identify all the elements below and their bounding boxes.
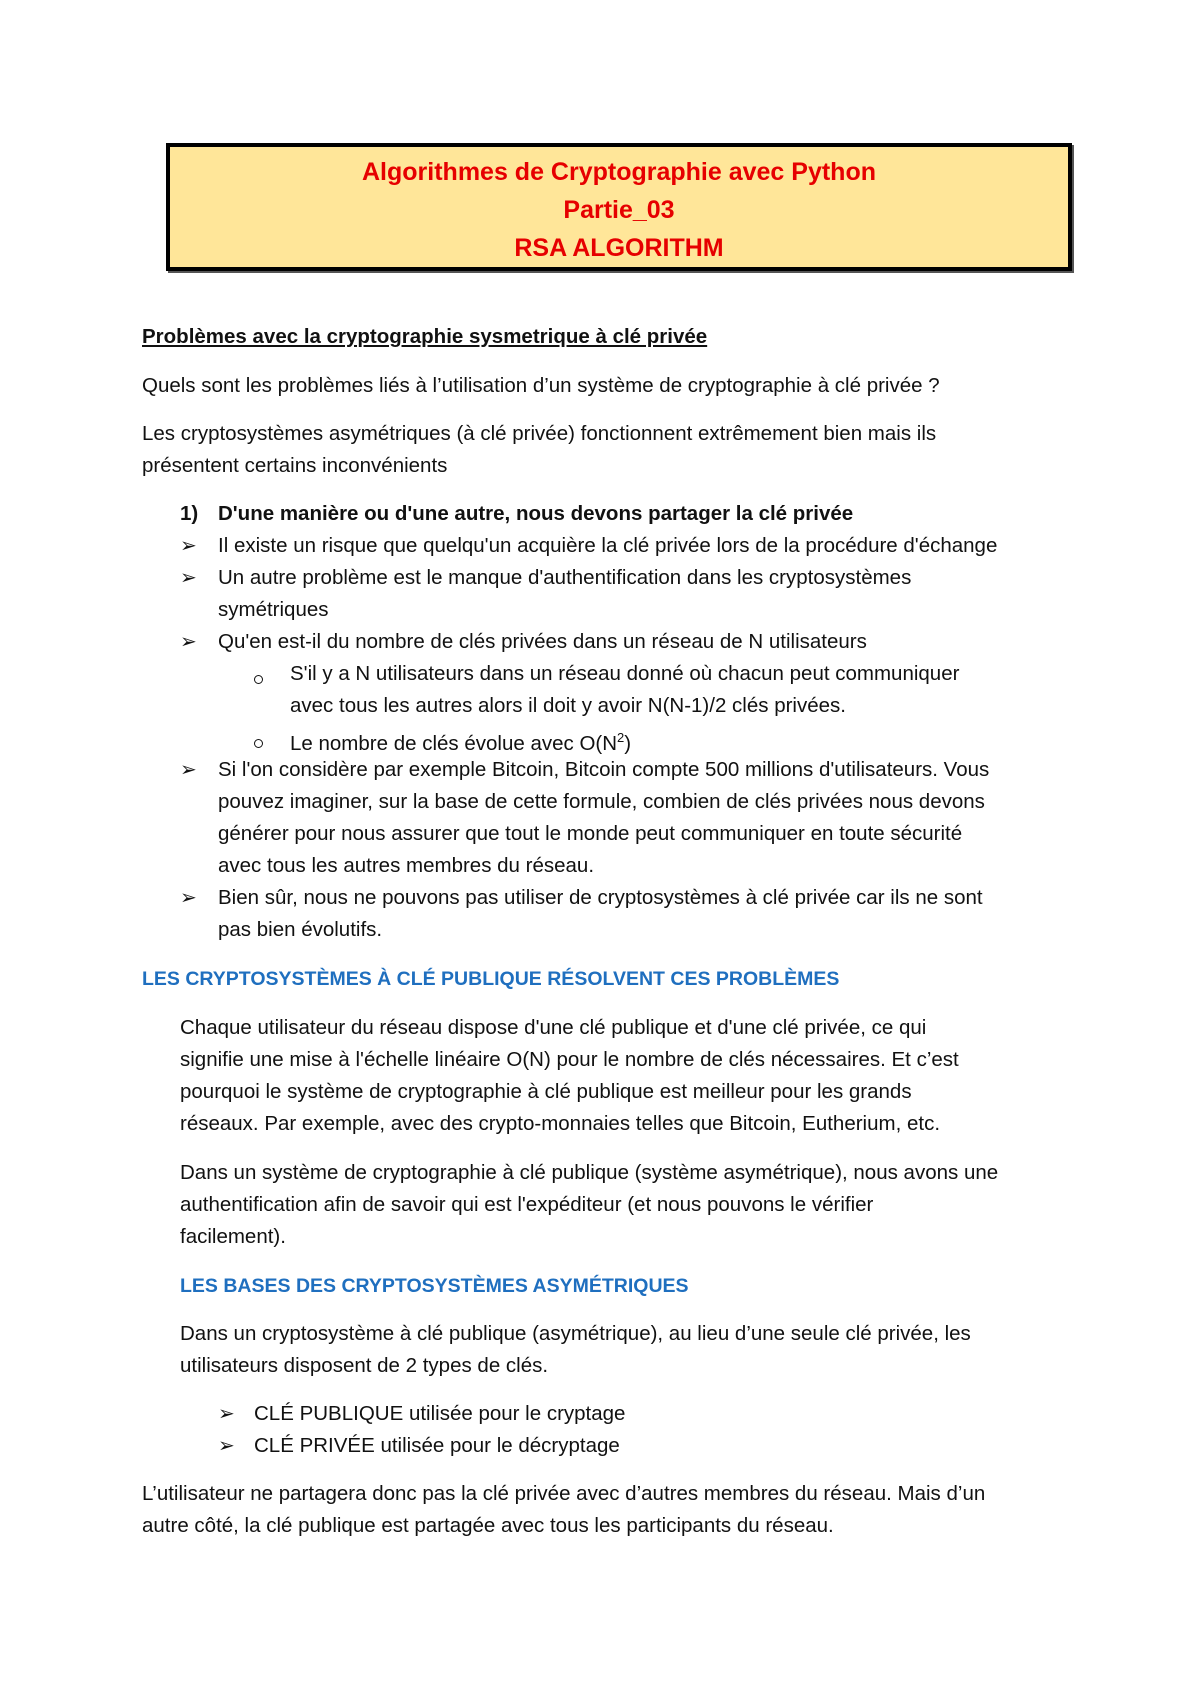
section1-heading: Problèmes avec la cryptographie sysmetrique à clé privée bbox=[142, 325, 708, 348]
arrow-bullet-icon: ➢ bbox=[180, 631, 197, 653]
sub-bullet-text: S'il y a N utilisateurs dans un réseau donné où chacun peut communiquer bbox=[290, 662, 960, 685]
section3-heading: LES BASES DES CRYPTOSYSTÈMES ASYMÉTRIQUES bbox=[180, 1275, 689, 1297]
section2-paragraph2-line: facilement). bbox=[180, 1225, 286, 1248]
circle-bullet-icon bbox=[254, 739, 263, 748]
section2-paragraph2-line: Dans un système de cryptographie à clé publique (système asymétrique), nous avons une bbox=[180, 1161, 999, 1184]
section2-paragraph1-line: Chaque utilisateur du réseau dispose d'une clé publique et d'une clé privée, ce qui bbox=[180, 1016, 927, 1039]
bullet-text: avec tous les autres membres du réseau. bbox=[218, 854, 595, 877]
document-title: Algorithmes de Cryptographie avec Python bbox=[362, 158, 876, 186]
closing-paragraph-line: L’utilisateur ne partagera donc pas la clé privée avec d’autres membres du réseau. Mais d’un bbox=[142, 1482, 986, 1505]
bullet-text: Qu'en est-il du nombre de clés privées dans un réseau de N utilisateurs bbox=[218, 630, 867, 653]
section2-paragraph2-line: authentification afin de savoir qui est l'expéditeur (et nous pouvons le vérifier bbox=[180, 1193, 874, 1216]
section3-paragraph-line: Dans un cryptosystème à clé publique (asymétrique), au lieu d’une seule clé privée, les bbox=[180, 1322, 971, 1345]
bullet-text: symétriques bbox=[218, 598, 329, 621]
section2-heading: LES CRYPTOSYSTÈMES À CLÉ PUBLIQUE RÉSOLVENT CES PROBLÈMES bbox=[142, 968, 840, 990]
section1-intro-line1: Les cryptosystèmes asymétriques (à clé privée) fonctionnent extrêmement bien mais ils bbox=[142, 422, 937, 445]
bullet-text: générer pour nous assurer que tout le monde peut communiquer en toute sécurité bbox=[218, 822, 963, 845]
section1-intro-line2: présentent certains inconvénients bbox=[142, 454, 448, 477]
title-box bbox=[166, 143, 1072, 271]
section3-paragraph-line: utilisateurs disposent de 2 types de clés. bbox=[180, 1354, 549, 1377]
closing-paragraph-line: autre côté, la clé publique est partagée avec tous les participants du réseau. bbox=[142, 1514, 834, 1537]
bullet-text: Bien sûr, nous ne pouvons pas utiliser de cryptosystèmes à clé privée car ils ne sont bbox=[218, 886, 983, 909]
document-subtitle: RSA ALGORITHM bbox=[514, 234, 724, 262]
bullet-text: Un autre problème est le manque d'authentification dans les cryptosystèmes bbox=[218, 566, 912, 589]
arrow-bullet-icon: ➢ bbox=[218, 1435, 235, 1457]
arrow-bullet-icon: ➢ bbox=[180, 759, 197, 781]
section2-paragraph1-line: réseaux. Par exemple, avec des crypto-monnaies telles que Bitcoin, Eutherium, etc. bbox=[180, 1112, 941, 1135]
numbered-item-marker: 1) bbox=[180, 502, 199, 525]
arrow-bullet-icon: ➢ bbox=[180, 535, 197, 557]
section1-question: Quels sont les problèmes liés à l’utilisation d’un système de cryptographie à clé privée ? bbox=[142, 374, 940, 397]
numbered-item-text: D'une manière ou d'une autre, nous devons partager la clé privée bbox=[218, 502, 854, 525]
circle-bullet-icon bbox=[254, 675, 263, 684]
arrow-bullet-icon: ➢ bbox=[218, 1403, 235, 1425]
complexity-text: Le nombre de clés évolue avec O(N bbox=[290, 731, 618, 755]
bullet-text: pouvez imaginer, sur la base de cette formule, combien de clés privées nous devons bbox=[218, 790, 985, 813]
complexity-close: ) bbox=[624, 731, 632, 755]
bullet-text: CLÉ PRIVÉE utilisée pour le décryptage bbox=[254, 1434, 620, 1457]
complexity-exponent: 2 bbox=[617, 730, 625, 745]
bullet-text: Il existe un risque que quelqu'un acquière la clé privée lors de la procédure d'échange bbox=[218, 534, 998, 557]
arrow-bullet-icon: ➢ bbox=[180, 567, 197, 589]
section2-paragraph1-line: signifie une mise à l'échelle linéaire O(N) pour le nombre de clés nécessaires. Et c’est bbox=[180, 1048, 959, 1071]
bullet-text: CLÉ PUBLIQUE utilisée pour le cryptage bbox=[254, 1402, 626, 1425]
document-part: Partie_03 bbox=[563, 196, 675, 224]
bullet-text: Si l'on considère par exemple Bitcoin, Bitcoin compte 500 millions d'utilisateurs. Vous bbox=[218, 758, 990, 781]
sub-bullet-text: avec tous les autres alors il doit y avoir N(N-1)/2 clés privées. bbox=[290, 694, 846, 717]
arrow-bullet-icon: ➢ bbox=[180, 887, 197, 909]
section2-paragraph1-line: pourquoi le système de cryptographie à clé publique est meilleur pour les grands bbox=[180, 1080, 912, 1103]
bullet-text: pas bien évolutifs. bbox=[218, 918, 383, 941]
